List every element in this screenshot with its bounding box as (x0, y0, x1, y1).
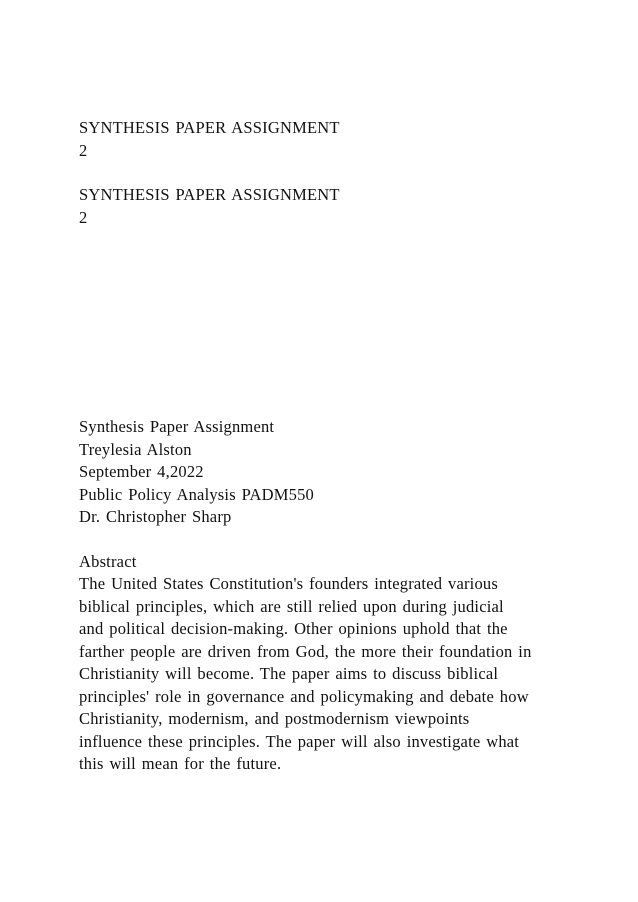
abstract-heading: Abstract (79, 551, 137, 571)
abstract-line: principles' role in governance and policymaking and debate how (79, 686, 529, 706)
abstract-section (79, 551, 579, 776)
abstract-line: and political decision-making. Other opinions uphold that the (79, 619, 508, 638)
page-number: 2 (79, 140, 88, 160)
abstract-line: influence these principles. The paper will also investigate what (79, 731, 520, 751)
document-content (79, 117, 579, 776)
instructor-name: Dr. Christopher Sharp (79, 507, 232, 526)
abstract-line: farther people are driven from God, the more their foundation in (79, 641, 532, 661)
abstract-line: this will mean for the future. (79, 754, 282, 773)
author-name: Treylesia Alston (79, 439, 192, 459)
running-header-title: SYNTHESIS PAPER ASSIGNMENT (79, 185, 340, 204)
abstract-line: biblical principles, which are still relied upon during judicial (79, 596, 504, 616)
page-number: 2 (79, 207, 88, 227)
title-block (79, 416, 579, 529)
course-name: Public Policy Analysis PADM550 (79, 484, 314, 504)
running-header-2 (79, 184, 579, 229)
running-header-title: SYNTHESIS PAPER ASSIGNMENT (79, 118, 340, 137)
paper-title: Synthesis Paper Assignment (79, 417, 275, 436)
running-header-1 (79, 117, 579, 162)
abstract-line: Christianity will become. The paper aims to discuss biblical (79, 664, 499, 683)
abstract-line: Christianity, modernism, and postmodernism viewpoints (79, 709, 470, 728)
abstract-line: The United States Constitution's founders integrated various (79, 574, 498, 593)
submission-date: September 4,2022 (79, 462, 204, 481)
